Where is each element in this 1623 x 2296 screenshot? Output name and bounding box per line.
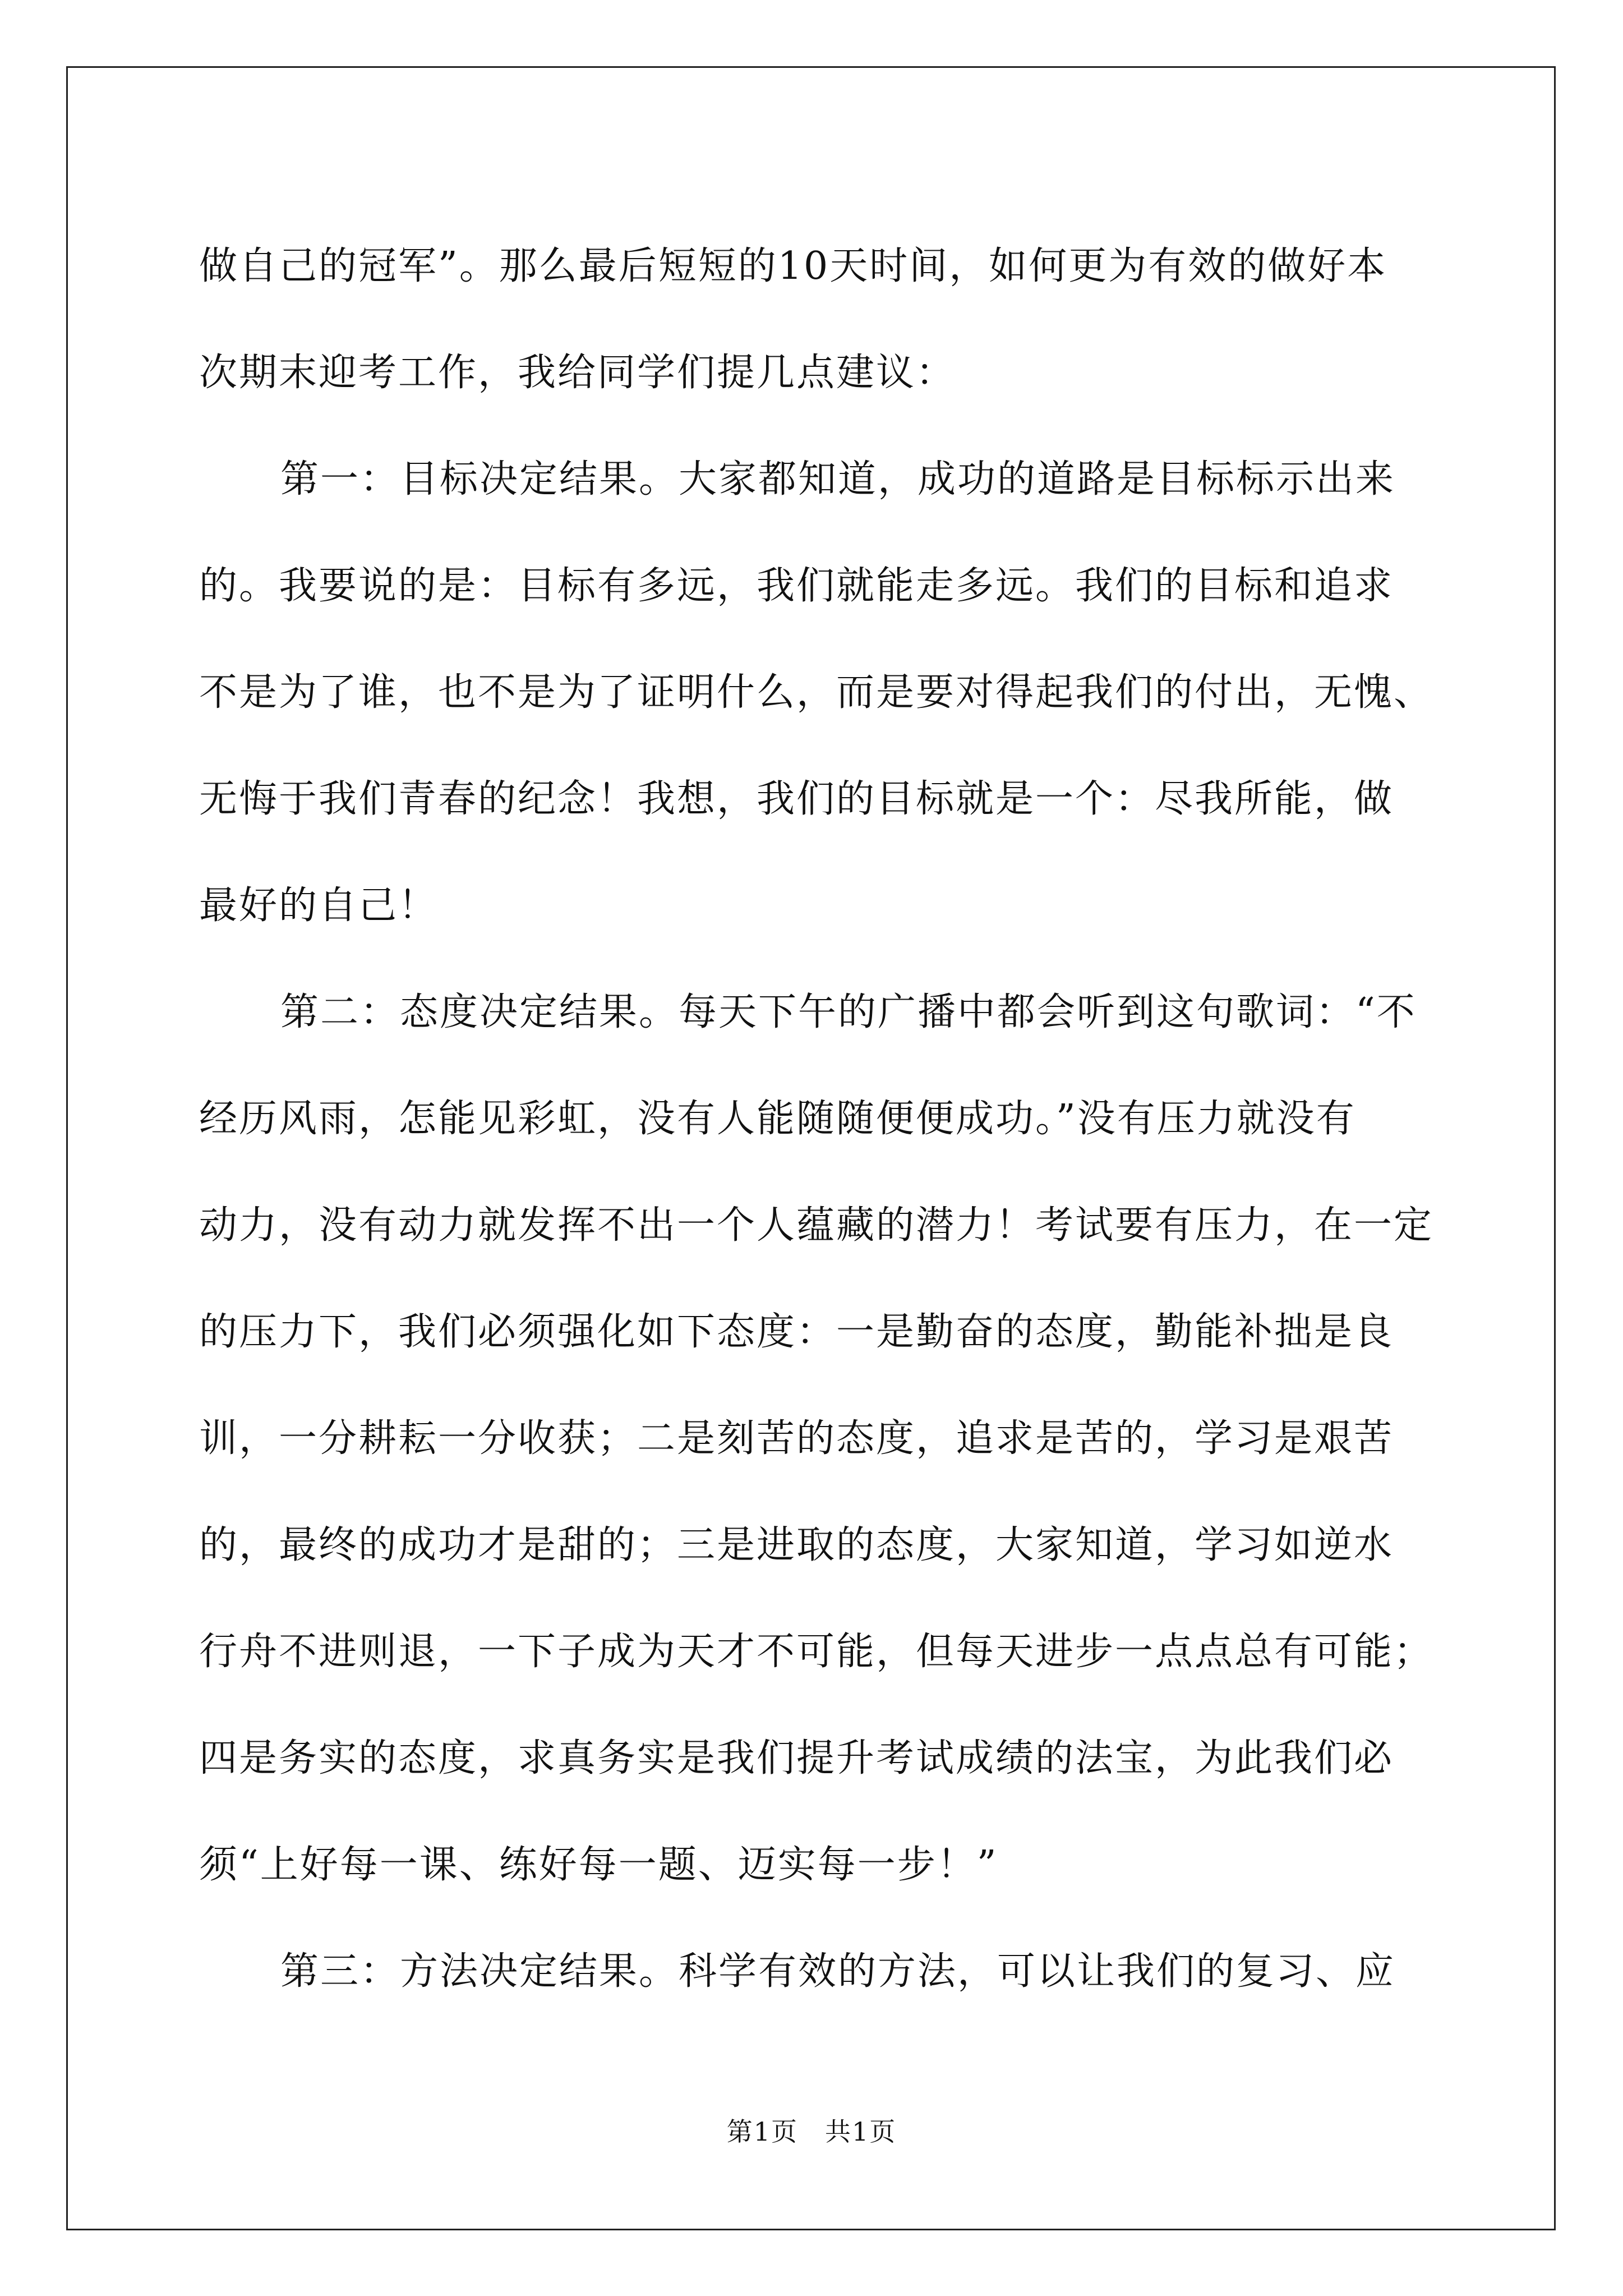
text-line: 次期末迎考工作，我给同学们提几点建议：: [199, 351, 956, 395]
text-line: 不是为了谁，也不是为了证明什么，而是要对得起我们的付出，无愧、: [199, 670, 1434, 715]
text-line: 行舟不进则退，一下子成为天才不可能，但每天进步一点点总有可能；: [199, 1630, 1434, 1674]
paragraph-first-line: 第二：态度决定结果。每天下午的广播中都会听到这句歌词：“不: [280, 990, 1417, 1034]
text-line: 无悔于我们青春的纪念！我想，我们的目标就是一个：尽我所能，做: [199, 777, 1394, 821]
text-line: 的。我要说的是：目标有多远，我们就能走多远。我们的目标和追求: [199, 564, 1394, 608]
text-line: 的，最终的成功才是甜的；三是进取的态度，大家知道，学习如逆水: [199, 1523, 1394, 1567]
text-line: 做自己的冠军”。那么最后短短的10天时间，如何更为有效的做好本: [199, 244, 1387, 288]
text-line: 须“上好每一课、练好每一题、迈实每一步！”: [199, 1843, 998, 1887]
document-body: [199, 213, 1433, 2025]
text-line: 的压力下，我们必须强化如下态度：一是勤奋的态度，勤能补拙是良: [199, 1310, 1394, 1354]
text-line: 动力，没有动力就发挥不出一个人蕴藏的潜力！考试要有压力，在一定: [199, 1203, 1434, 1248]
text-line: 训，一分耕耘一分收获；二是刻苦的态度，追求是苦的，学习是艰苦: [199, 1416, 1394, 1461]
text-line: 四是务实的态度，求真务实是我们提升考试成绩的法宝，为此我们必: [199, 1736, 1394, 1780]
paragraph-first-line: 第三：方法决定结果。科学有效的方法，可以让我们的复习、应: [280, 1949, 1396, 1994]
paragraph-first-line: 第一：目标决定结果。大家都知道，成功的道路是目标标示出来: [280, 457, 1396, 501]
page-number-footer: 第1页 共1页: [726, 2116, 897, 2147]
text-line: 最好的自己！: [199, 884, 439, 928]
text-line: 经历风雨，怎能见彩虹，没有人能随随便便成功。”没有压力就没有: [199, 1097, 1356, 1141]
